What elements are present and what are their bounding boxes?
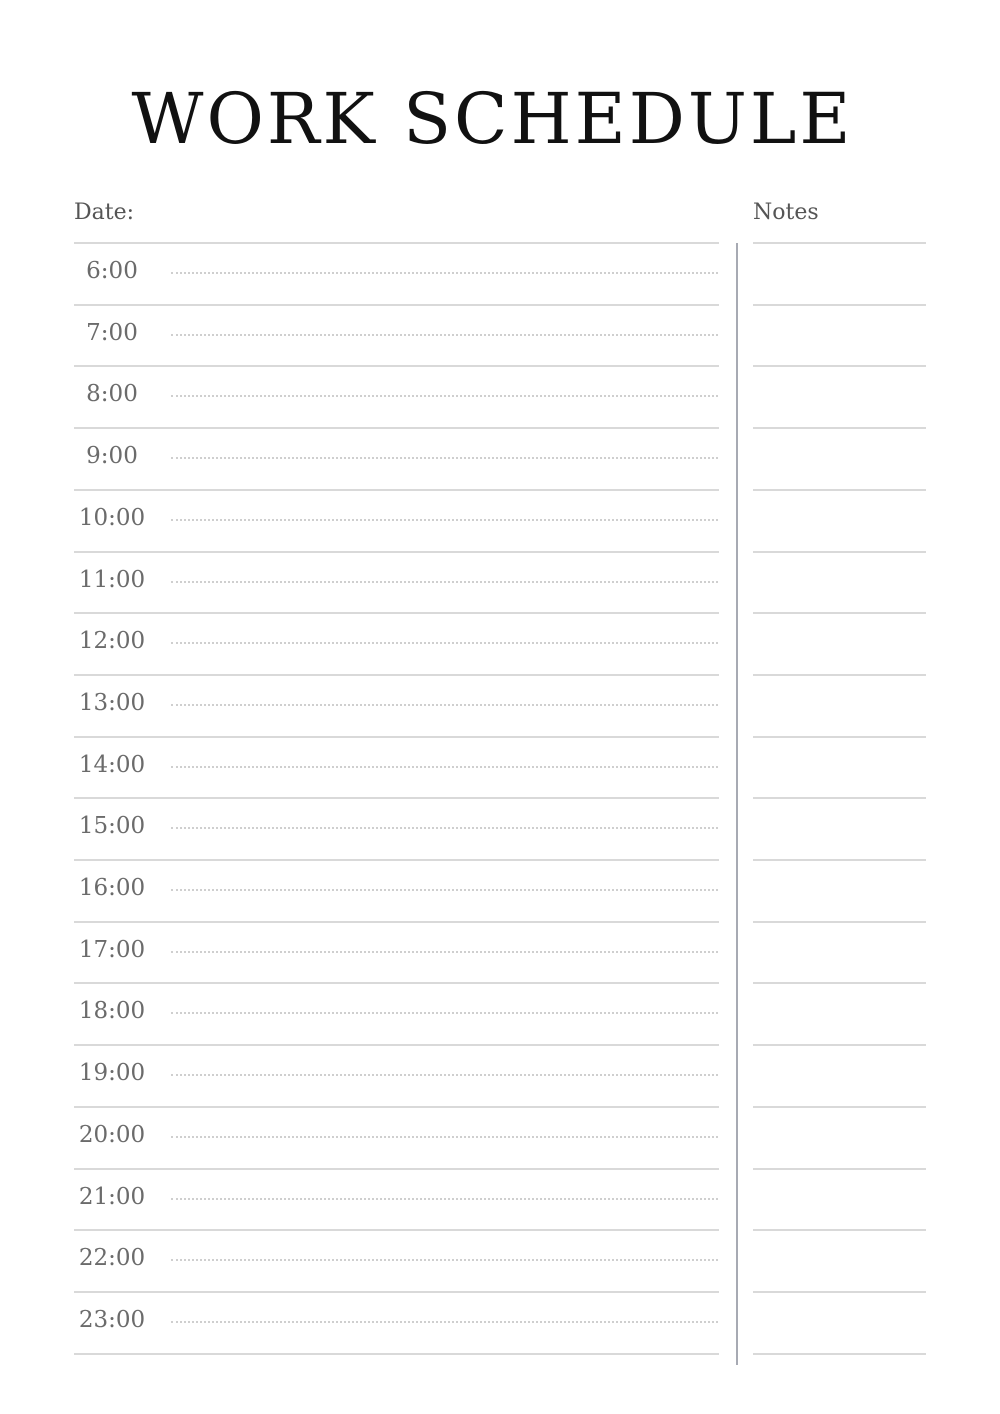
row-line <box>74 859 719 861</box>
row-line <box>74 304 719 306</box>
time-label: 7:00 <box>86 320 138 346</box>
time-label: 21:00 <box>78 1184 146 1210</box>
entry-dotted-line[interactable] <box>171 272 718 274</box>
entry-dotted-line[interactable] <box>171 581 718 583</box>
entry-dotted-line[interactable] <box>171 457 718 459</box>
notes-line <box>753 365 926 367</box>
notes-line <box>753 1044 926 1046</box>
notes-line <box>753 242 926 244</box>
time-label: 10:00 <box>78 505 146 531</box>
notes-line <box>753 1106 926 1108</box>
time-label: 8:00 <box>86 381 138 407</box>
notes-line <box>753 612 926 614</box>
entry-dotted-line[interactable] <box>171 889 718 891</box>
entry-dotted-line[interactable] <box>171 827 718 829</box>
entry-dotted-line[interactable] <box>171 1198 718 1200</box>
entry-dotted-line[interactable] <box>171 1012 718 1014</box>
entry-dotted-line[interactable] <box>171 1259 718 1261</box>
time-label: 23:00 <box>78 1307 146 1333</box>
time-label: 6:00 <box>86 258 138 284</box>
page-title: WORK SCHEDULE <box>131 78 854 160</box>
notes-line <box>753 797 926 799</box>
date-label: Date: <box>74 200 135 225</box>
entry-dotted-line[interactable] <box>171 1074 718 1076</box>
row-line <box>74 1291 719 1293</box>
time-label: 12:00 <box>78 628 146 654</box>
notes-line <box>753 551 926 553</box>
entry-dotted-line[interactable] <box>171 704 718 706</box>
row-line <box>74 982 719 984</box>
row-line <box>74 1353 719 1355</box>
notes-line <box>753 859 926 861</box>
entry-dotted-line[interactable] <box>171 951 718 953</box>
row-line <box>74 921 719 923</box>
time-label: 9:00 <box>86 443 138 469</box>
entry-dotted-line[interactable] <box>171 642 718 644</box>
time-label: 15:00 <box>78 813 146 839</box>
notes-line <box>753 921 926 923</box>
entry-dotted-line[interactable] <box>171 519 718 521</box>
time-label: 17:00 <box>78 937 146 963</box>
row-line <box>74 736 719 738</box>
notes-line <box>753 1353 926 1355</box>
time-label: 19:00 <box>78 1060 146 1086</box>
entry-dotted-line[interactable] <box>171 1321 718 1323</box>
column-divider <box>736 243 738 1365</box>
time-label: 18:00 <box>78 998 146 1024</box>
notes-line <box>753 1291 926 1293</box>
row-line <box>74 797 719 799</box>
entry-dotted-line[interactable] <box>171 1136 718 1138</box>
row-line <box>74 1044 719 1046</box>
row-line <box>74 551 719 553</box>
time-label: 16:00 <box>78 875 146 901</box>
notes-line <box>753 674 926 676</box>
time-label: 11:00 <box>78 567 146 593</box>
notes-line <box>753 982 926 984</box>
notes-line <box>753 1229 926 1231</box>
row-line <box>74 489 719 491</box>
notes-line <box>753 736 926 738</box>
time-label: 20:00 <box>78 1122 146 1148</box>
notes-label: Notes <box>753 200 819 225</box>
row-line <box>74 365 719 367</box>
time-label: 14:00 <box>78 752 146 778</box>
row-line <box>74 1106 719 1108</box>
time-label: 13:00 <box>78 690 146 716</box>
notes-line <box>753 304 926 306</box>
notes-line <box>753 427 926 429</box>
row-line <box>74 242 719 244</box>
notes-line <box>753 1168 926 1170</box>
entry-dotted-line[interactable] <box>171 766 718 768</box>
row-line <box>74 612 719 614</box>
notes-line <box>753 489 926 491</box>
row-line <box>74 427 719 429</box>
row-line <box>74 1168 719 1170</box>
entry-dotted-line[interactable] <box>171 334 718 336</box>
entry-dotted-line[interactable] <box>171 395 718 397</box>
row-line <box>74 1229 719 1231</box>
row-line <box>74 674 719 676</box>
time-label: 22:00 <box>78 1245 146 1271</box>
